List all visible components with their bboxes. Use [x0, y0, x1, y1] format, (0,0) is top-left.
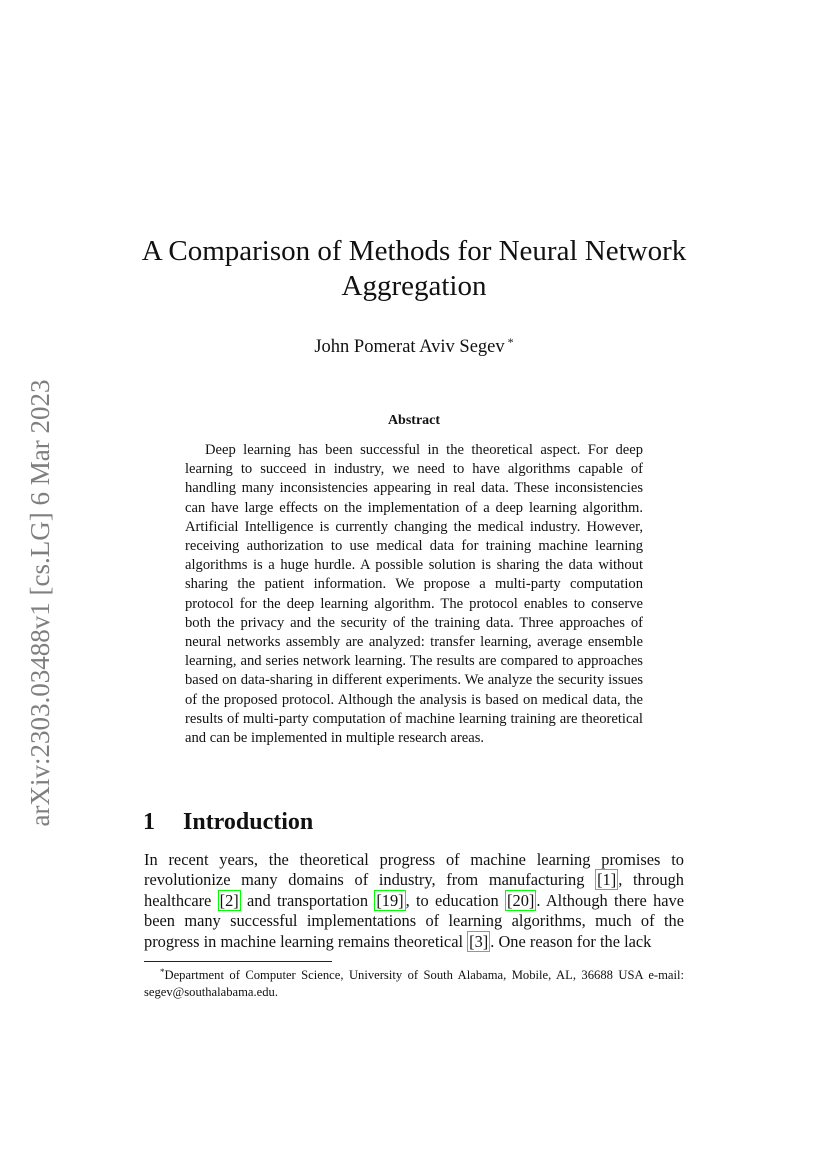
intro-text-segment: . Although there have been many successful implementations of learning algorithms, much of the progress in machine learning remains theoretical — [144, 890, 685, 951]
introduction-paragraph — [144, 850, 684, 952]
citation-link-1[interactable]: [1] — [597, 870, 617, 890]
intro-text-segment: , through healthcare — [144, 870, 684, 910]
intro-text-segment: , to education — [405, 890, 506, 910]
author-affiliation-footnote — [144, 964, 684, 1001]
section-heading-introduction — [143, 806, 643, 838]
arxiv-identifier-stamp: arXiv:2303.03488v1 [cs.LG] 6 Mar 2023 — [25, 379, 55, 827]
author-line — [140, 330, 688, 359]
paper-title: A Comparison of Methods for Neural Network Aggregation — [141, 235, 687, 302]
footnote-mark: * — [160, 967, 165, 977]
author-names: John Pomerat Aviv Segev — [314, 337, 505, 357]
footnote-text: Department of Computer Science, University of South Alabama, Mobile, AL, 36688 USA e-mail: segev@southalabama.edu. — [144, 968, 684, 999]
section-title: Introduction — [183, 809, 314, 835]
abstract-heading: Abstract — [387, 413, 441, 428]
abstract-text: Deep learning has been successful in the theoretical aspect. For deep learning to succeed in industry, we need to have algorithms capable of handling many inconsistencies appearing in real data. These inconsistencies can have large effects on the implementation of a deep learning algorithm. Artificial Intelligence is currently changing the medical industry. However, receiving authorization to use medical data for training machine learning algorithms is a huge hurdle. A possible solution is sharing the data without sharing the patient information. We propose a multi-party computation protocol for the deep learning algorithm. The protocol enables to conserve both the privacy and the security of the training data. Three approaches of neural networks assembly are analyzed: transfer learning, average ensemble learning, and series network learning. The results are compared to approaches based on data-sharing in different experiments. We analyze the security issues of the proposed protocol. Although the analysis is based on medical data, the results of multi-party computation of machine learning training are theoretical and can be implemented in multiple research areas. — [185, 442, 643, 747]
footnote-divider — [144, 961, 332, 962]
citation-link-2[interactable]: [2] — [219, 890, 239, 910]
section-number: 1 — [143, 809, 155, 835]
citation-link-3[interactable]: [3] — [469, 931, 489, 951]
citation-link-20[interactable]: [20] — [507, 890, 535, 910]
intro-text-segment: . One reason for the lack — [490, 931, 652, 951]
citation-link-19[interactable]: [19] — [376, 890, 404, 910]
intro-text-segment: In recent years, the theoretical progress of machine learning promises to revolutionize many domains of industry, from manufacturing — [144, 850, 684, 890]
intro-text-segment: and transportation — [240, 890, 375, 910]
author-footnote-mark[interactable]: * — [507, 335, 514, 349]
